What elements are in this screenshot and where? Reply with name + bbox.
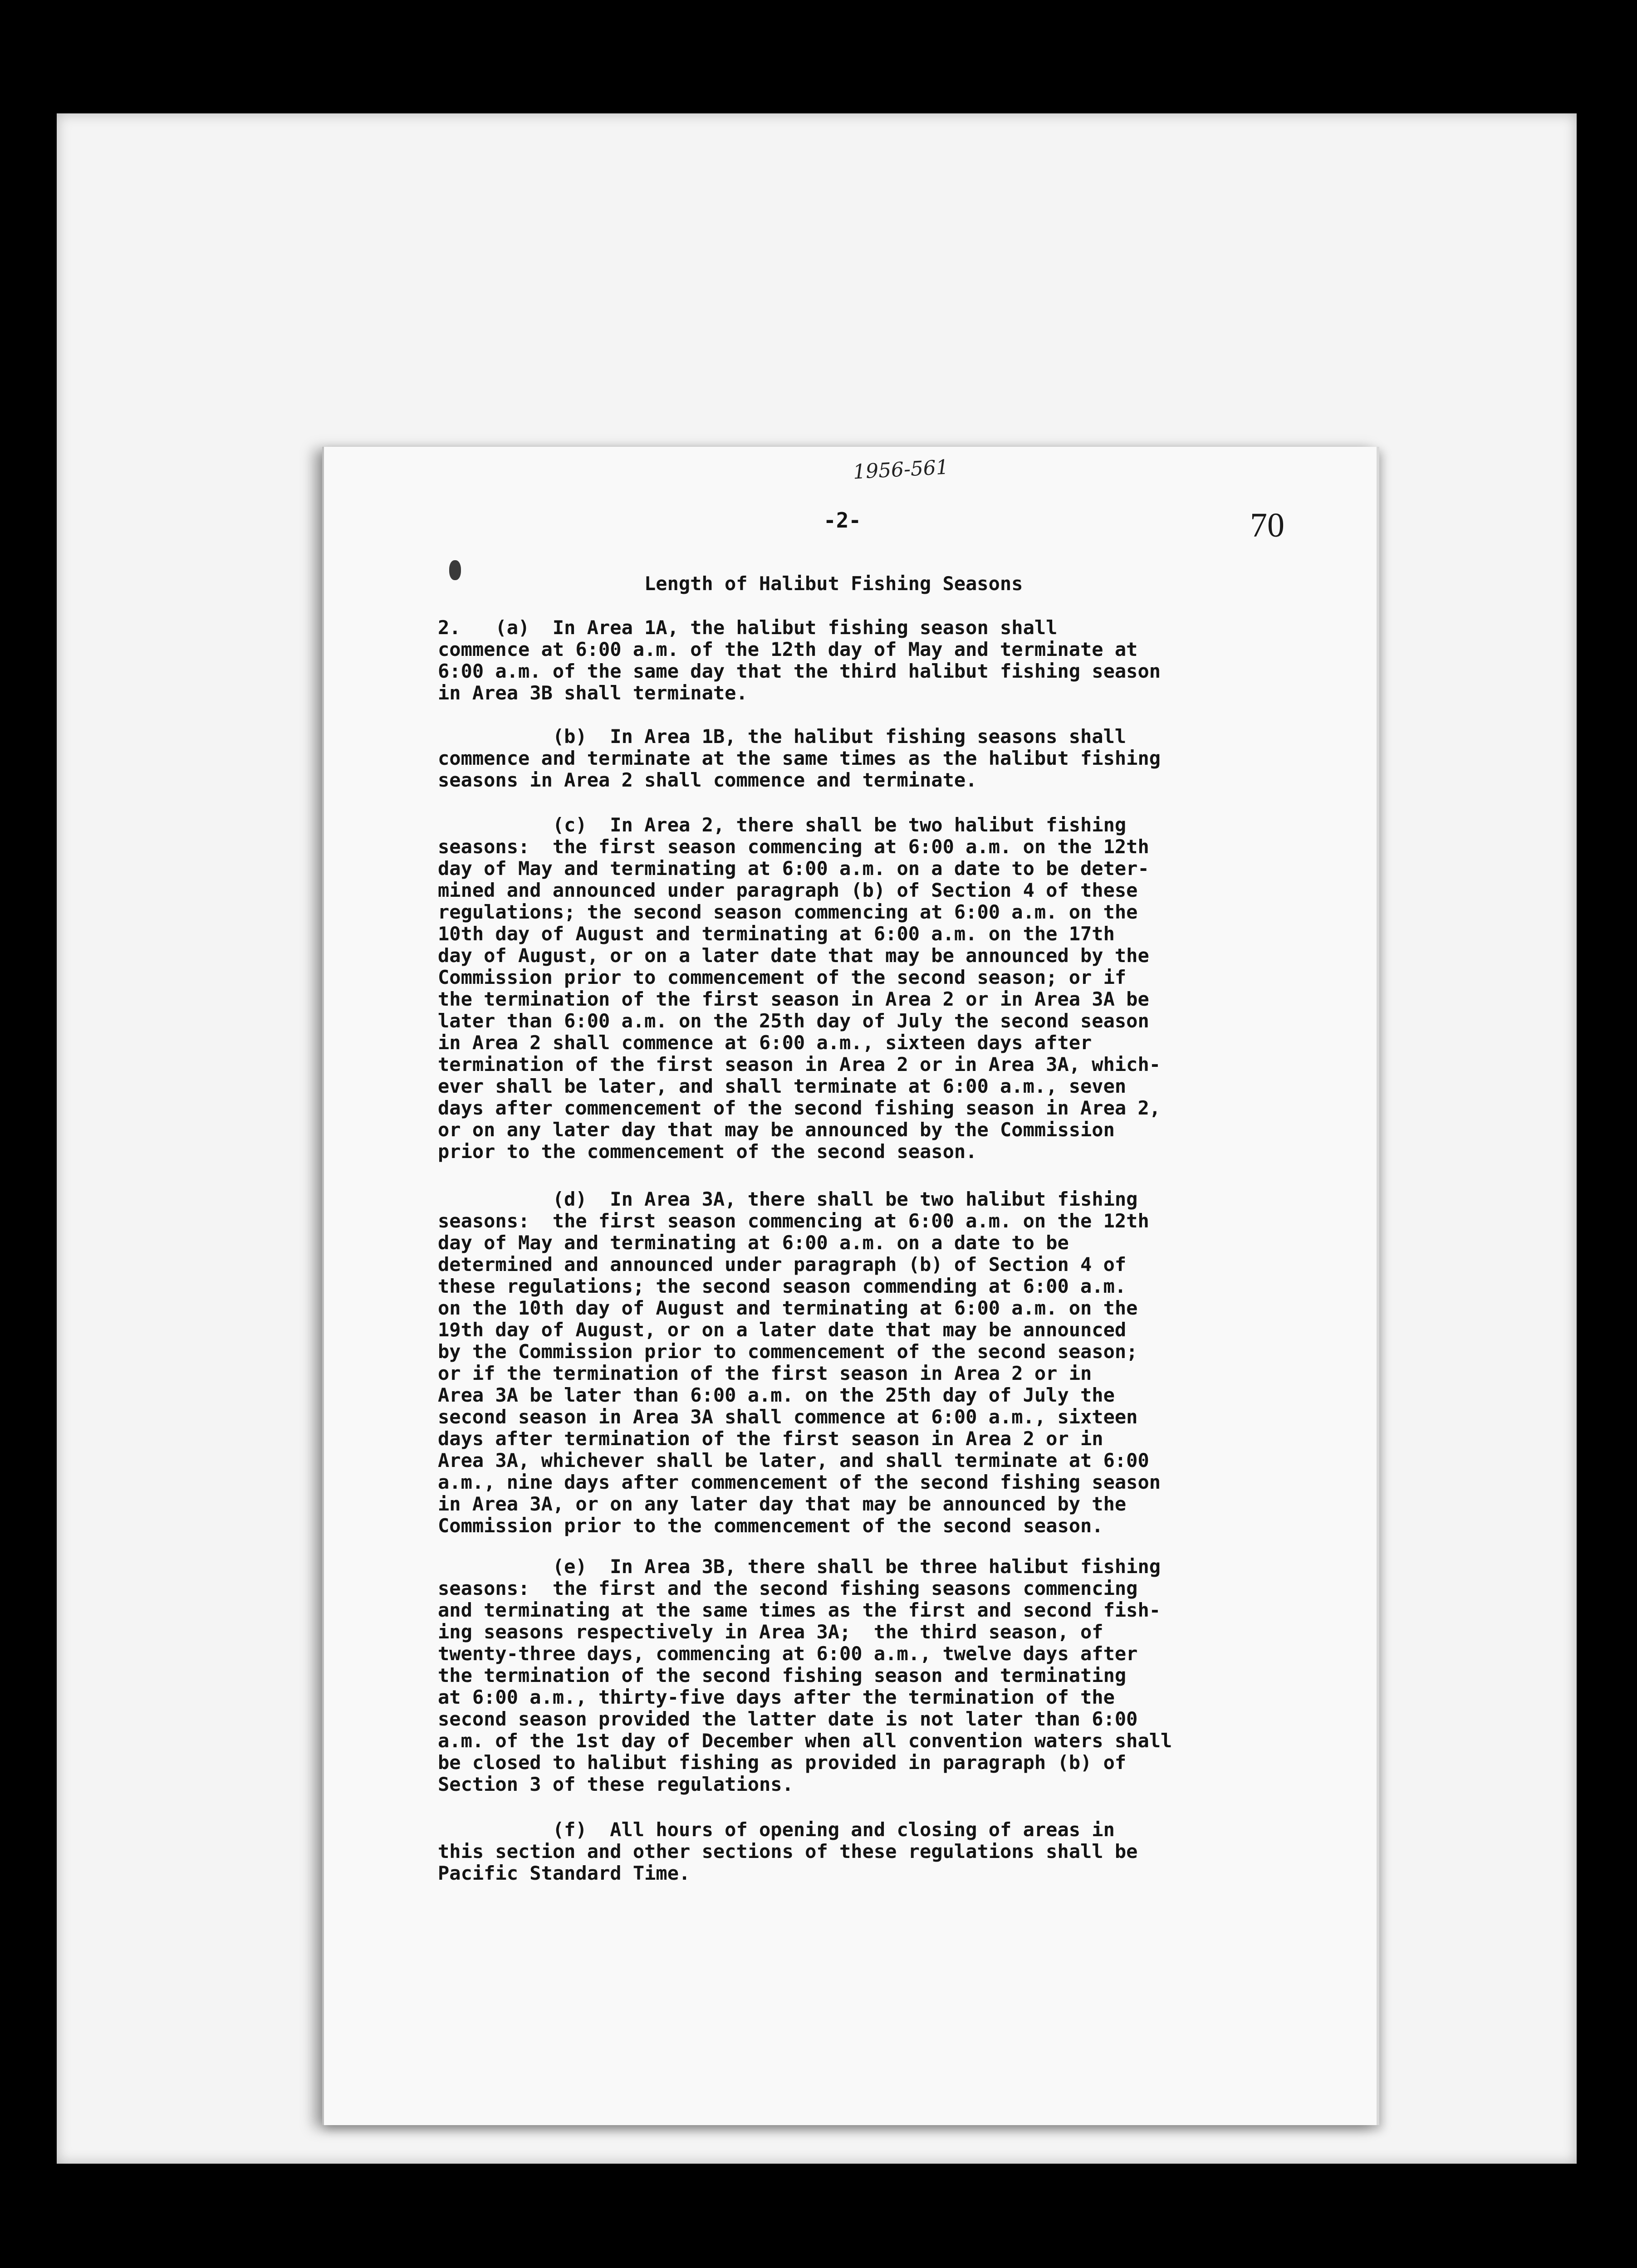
handwritten-annotation: 1956-561 [852,455,950,484]
paragraph-a: 2. (a) In Area 1A, the halibut fishing season shall commence at 6:00 a.m. of the 12th day of May and terminate at 6:00 a.m. of the same day that the third halibut fishing season in Area 3B shall terminate. [438,616,1161,704]
paragraph-d: (d) In Area 3A, there shall be two halibut fishing seasons: the first season commencing at 6:00 a.m. on the 12th day of May and terminating at 6:00 a.m. on a date to be determined and announced under paragraph (b) of Section 4 of these regulations; the second season commending at 6:00 a.m. on the 10th day of August and terminating at 6:00 a.m. on the 19th day of August, or on a later date that may be announced by the Commission prior to commencement of the second season; or if the termination of the first season in Area 2 or in Area 3A be later than 6:00 a.m. on the 25th day of July the second season in Area 3A shall commence at 6:00 a.m., sixteen days after termination of the first season in Area 2 or in Area 3A, whichever shall be later, and shall terminate at 6:00 a.m., nine days after commencement of the second fishing season in Area 3A, or on any later day that may be announced by the Commission prior to the commencement of the second season. [438,1188,1161,1537]
page-number: -2- [823,508,862,533]
paragraph-c: (c) In Area 2, there shall be two halibut fishing seasons: the first season commencing at 6:00 a.m. on the 12th day of May and terminating at 6:00 a.m. on a date to be deter- mined and announced under paragraph (b) of Section 4 of these regulations; the second season commencing at 6:00 a.m. on the 10th day of August and terminating at 6:00 a.m. on the 17th day of August, or on a later date that may be announced by the Commission prior to commencement of the second season; or if the termination of the first season in Area 2 or in Area 3A be later than 6:00 a.m. on the 25th day of July the second season in Area 2 shall commence at 6:00 a.m., sixteen days after termination of the first season in Area 2 or in Area 3A, which- ever shall be later, and shall terminate at 6:00 a.m., seven days after commencement of the second fishing season in Area 2, or on any later day that may be announced by the Commission prior to the commencement of the second season. [438,814,1161,1163]
punch-hole-mark [449,560,461,580]
folio-number: 70 [1250,506,1284,544]
paragraph-e: (e) In Area 3B, there shall be three halibut fishing seasons: the first and the second fishing seasons commencing and terminating at the same times as the first and second fish- ing seasons respectively in Area 3A; the third season, of twenty-three days, commencing at 6:00 a.m., twelve days after the termination of the second fishing season and terminating at 6:00 a.m., thirty-five days after the termination of the second season provided the latter date is not later than 6:00 a.m. of the 1st day of December when all convention waters shall be closed to halibut fishing as provided in paragraph (b) of Section 3 of these regulations. [438,1555,1172,1795]
paragraph-b: (b) In Area 1B, the halibut fishing seasons shall commence and terminate at the same times as the halibut fishing seasons in Area 2 shall commence and terminate. [438,725,1161,791]
section-heading: Length of Halibut Fishing Seasons [644,572,1023,595]
paragraph-f: (f) All hours of opening and closing of areas in this section and other sections of these regulations shall be Pacific Standard Time. [438,1818,1138,1884]
